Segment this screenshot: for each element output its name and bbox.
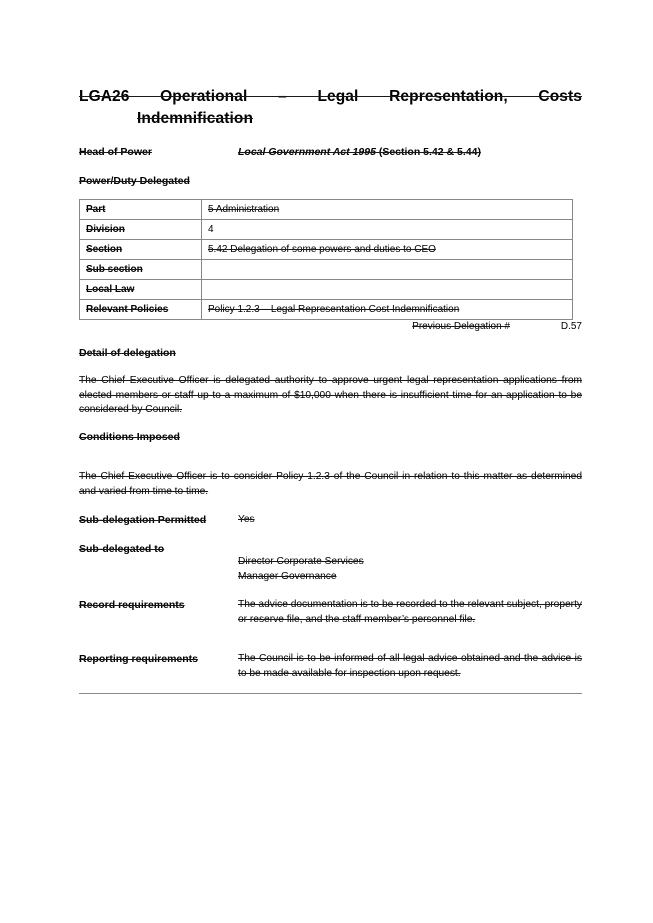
previous-delegation-row	[79, 320, 582, 334]
sub-delegation-permitted-row	[79, 513, 582, 528]
table-cell-value	[202, 300, 573, 320]
sub-delegation-permitted-value: Yes	[238, 514, 255, 525]
table-cell-value	[202, 220, 573, 240]
table-row	[80, 200, 573, 220]
table-cell-key	[80, 240, 202, 260]
power-duty-delegated-heading-text: Power/Duty Delegated	[79, 175, 190, 187]
record-requirements-value: The advice documentation is to be recorded to the relevant subject, property or reserve file, and the staff member’s personnel file.	[238, 599, 582, 625]
power-duty-table	[79, 199, 573, 320]
sub-delegated-to-list	[238, 555, 582, 584]
table-row	[80, 220, 573, 240]
table-cell-value	[202, 200, 573, 220]
record-requirements-row	[79, 598, 582, 627]
table-cell-key	[80, 300, 202, 320]
table-key-section: Section	[86, 243, 123, 255]
conditions-imposed-paragraph	[79, 470, 582, 499]
sub-delegated-to-label: Sub-delegated to	[79, 543, 165, 555]
table-value-section: 5.42 Delegation of some powers and duties to CEO	[208, 243, 436, 255]
table-cell-value	[202, 260, 573, 280]
table-cell-key	[80, 280, 202, 300]
reporting-requirements-value-wrap	[238, 652, 582, 681]
table-key-sub-section: Sub section	[86, 263, 143, 275]
reporting-requirements-value: The Council is to be informed of all legal advice obtained and the advice is to be made available for inspection upon request.	[238, 653, 582, 679]
previous-delegation-label: Previous Delegation #	[412, 321, 510, 332]
record-requirements-value-wrap	[238, 598, 582, 627]
detail-of-delegation-heading	[79, 346, 582, 360]
table-cell-key	[80, 260, 202, 280]
table-cell-value	[202, 240, 573, 260]
table-key-division: Division	[86, 223, 125, 235]
head-of-power-sections: (Section 5.42 & 5.44)	[375, 146, 481, 158]
table-cell-value	[202, 280, 573, 300]
detail-of-delegation-heading-text: Detail of delegation	[79, 347, 176, 359]
table-cell-key	[80, 220, 202, 240]
reporting-requirements-label: Reporting requirements	[79, 653, 199, 665]
table-key-part: Part	[86, 203, 106, 215]
table-row	[80, 240, 573, 260]
list-item: Manager Governance	[238, 570, 337, 582]
power-duty-table-body	[80, 200, 573, 320]
table-key-relevant-policies: Relevant Policies	[86, 303, 169, 315]
sub-delegation-permitted-label: Sub-delegation Permitted	[79, 514, 207, 526]
table-value-division: 4	[208, 223, 214, 235]
conditions-imposed-body: The Chief Executive Officer is to consider Policy 1.2.3 of the Council in relation to this matter as determined and varied from time to time.	[79, 471, 582, 497]
list-item: Director Corporate Services	[238, 556, 364, 567]
head-of-power-row	[79, 145, 582, 159]
conditions-imposed-heading	[79, 430, 582, 444]
detail-of-delegation-body: The Chief Executive Officer is delegated authority to approve urgent legal representation applications from elected members or staff up to a maximum of $10,000 when there is insufficient time for an application to be considered by Council.	[79, 375, 582, 415]
page-title	[79, 86, 582, 130]
table-value-part: 5 Administration	[208, 203, 280, 215]
reporting-requirements-row	[79, 652, 582, 681]
previous-delegation-value: D.57	[560, 321, 582, 332]
footer-divider	[79, 693, 582, 694]
table-key-local-law: Local Law	[86, 283, 135, 295]
record-requirements-label: Record requirements	[79, 599, 185, 611]
conditions-imposed-heading-text: Conditions Imposed	[79, 431, 180, 443]
sub-delegated-to-values	[79, 555, 582, 584]
power-duty-delegated-heading	[79, 174, 190, 188]
page-title-line-1: LGA26 Operational – Legal Representation, Costs	[79, 88, 582, 105]
table-row	[80, 280, 573, 300]
head-of-power-label: Head of Power	[79, 146, 152, 158]
table-value-relevant-policies: Policy 1.2.3 – Legal Representation Cost Indemnification	[208, 303, 460, 315]
table-cell-key	[80, 200, 202, 220]
table-row	[80, 300, 573, 320]
page-title-line-2: Indemnification	[137, 110, 254, 127]
table-row	[80, 260, 573, 280]
sub-delegation-permitted-value-wrap	[238, 513, 582, 528]
detail-of-delegation-paragraph	[79, 374, 582, 418]
head-of-power-act: Local Government Act 1995	[238, 146, 376, 158]
